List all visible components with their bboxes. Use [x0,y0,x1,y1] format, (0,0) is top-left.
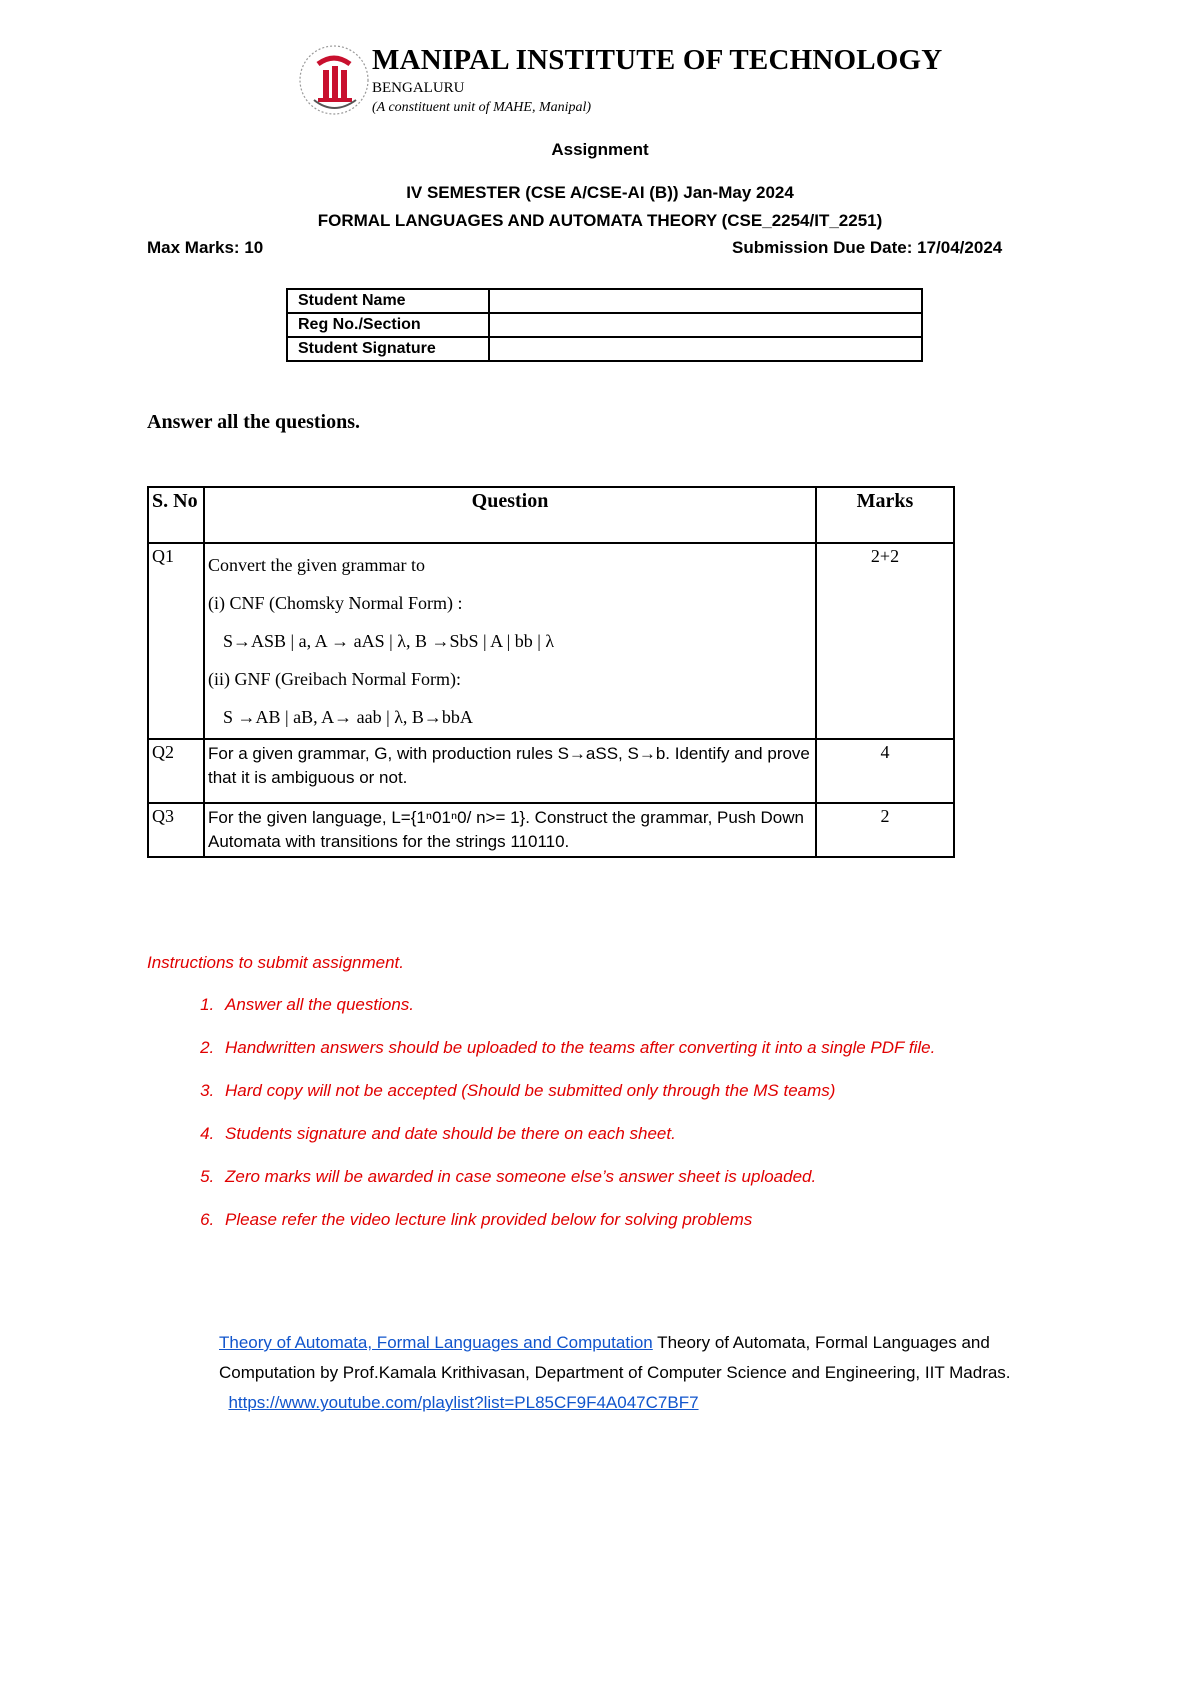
reference-description: Theory of Automata, Formal Languages and Computation by Prof.Kamala Krithivasan, Department of Computer Science and Engineering, IIT Madras. [219,1333,1011,1382]
list-item: 2. Handwritten answers should be uploaded to the teams after converting it into a single PDF file. [219,1033,1139,1062]
list-item: 5. Zero marks will be awarded in case someone else’s answer sheet is uploaded. [219,1162,1139,1191]
reference-playlist-link[interactable]: https://www.youtube.com/playlist?list=PL85CF9F4A047C7BF7 [228,1393,699,1412]
marks-header: Marks [816,487,954,543]
student-info-row [287,337,922,361]
question-number: Q3 [148,803,204,857]
student-info-table [286,288,923,362]
document-title: Assignment [551,140,649,159]
question-marks: 2 [816,803,954,857]
reg-no-field[interactable] [489,313,922,337]
student-info-label: Student Name [287,289,489,313]
question-text: For a given grammar, G, with production rules S→aSS, S→b. Identify and prove that it is ambiguous or not. [204,739,816,803]
sno-header: S. No [148,487,204,543]
question-line: S →AB | aB, A→ aab | λ, B→bbA [223,707,473,727]
student-info-label: Student Signature [287,337,489,361]
question-table [147,486,955,858]
question-line: S→ASB | a, A → aAS | λ, B →SbS | A | bb | λ [223,631,555,651]
instructions-title: Instructions to submit assignment. [147,953,405,972]
question-line: (ii) GNF (Greibach Normal Form): [208,669,461,689]
instructions-list [147,990,1139,1248]
reference-course-link[interactable]: Theory of Automata, Formal Languages and Computation [219,1333,653,1352]
reference-paragraph [219,1328,1069,1418]
question-line: (i) CNF (Chomsky Normal Form) : [208,593,463,613]
list-item: 3. Hard copy will not be accepted (Should be submitted only through the MS teams) [219,1076,1139,1105]
question-marks: 2+2 [816,543,954,739]
table-row [148,739,954,803]
question-header: Question [204,487,816,543]
list-item: 6. Please refer the video lecture link provided below for solving problems [219,1205,785,1234]
table-row [148,543,954,739]
question-marks: 4 [816,739,954,803]
question-number: Q2 [148,739,204,803]
student-info-row [287,313,922,337]
table-row [148,803,954,857]
institute-campus: BENGALURU [372,80,465,96]
course-line: FORMAL LANGUAGES AND AUTOMATA THEORY (CSE_2254/IT_2251) [317,211,883,230]
question-number: Q1 [148,543,204,739]
manipal-logo-icon [296,42,376,118]
question-line: Convert the given grammar to [208,555,425,575]
question-text: For the given language, L={1ⁿ01ⁿ0/ n>= 1}. Construct the grammar, Push Down Automata with transitions for the strings 110110. [204,803,816,857]
institute-note: (A constituent unit of MAHE, Manipal) [372,100,592,115]
max-marks: Max Marks: 10 [147,238,264,257]
student-info-row [287,289,922,313]
due-date: Submission Due Date: 17/04/2024 [732,238,1003,257]
student-info-label: Reg No./Section [287,313,489,337]
list-item: 1. Answer all the questions. [219,990,1139,1019]
signature-field[interactable] [489,337,922,361]
semester-line: IV SEMESTER (CSE A/CSE-AI (B)) Jan-May 2024 [406,183,794,202]
question-text [204,543,816,739]
list-item: 4. Students signature and date should be there on each sheet. [219,1119,1139,1148]
student-name-field[interactable] [489,289,922,313]
answer-all-heading: Answer all the questions. [147,411,360,433]
institute-name: MANIPAL INSTITUTE OF TECHNOLOGY [372,44,943,76]
question-table-header [148,487,954,543]
